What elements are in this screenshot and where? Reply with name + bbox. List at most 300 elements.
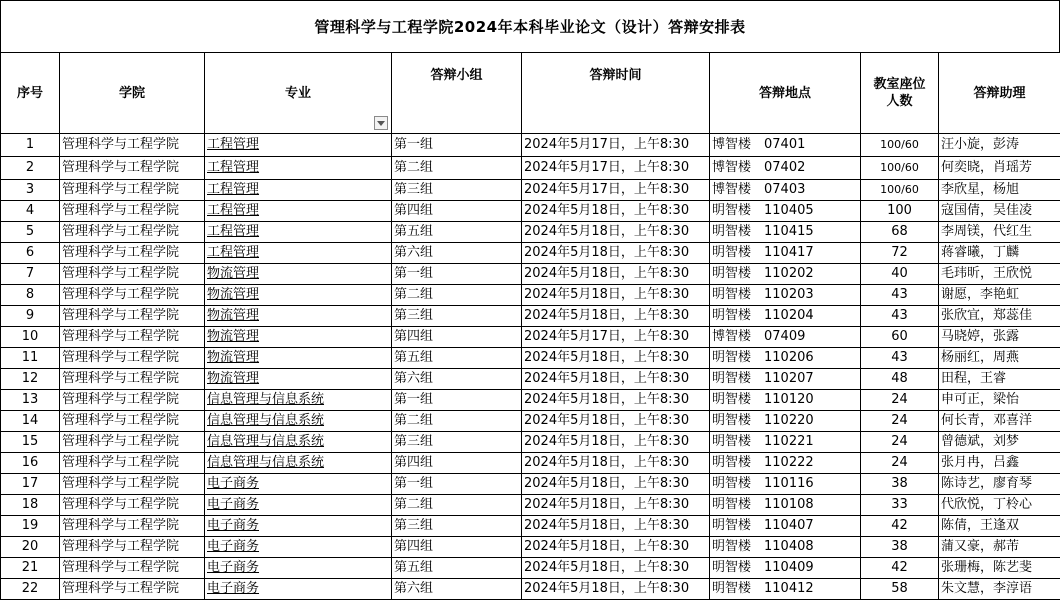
cell-major[interactable] <box>205 201 392 222</box>
cell-college[interactable] <box>60 453 205 474</box>
cell-seats[interactable] <box>861 516 939 537</box>
table-row <box>1 558 1060 579</box>
cell-seats-text: 100 <box>887 203 912 218</box>
cell-location-text: 明智楼 110203 <box>712 287 814 302</box>
cell-group-text: 第五组 <box>394 560 433 575</box>
cell-group-text: 第四组 <box>394 455 433 470</box>
cell-location[interactable] <box>710 134 861 157</box>
cell-group[interactable] <box>392 432 522 453</box>
cell-location[interactable] <box>710 327 861 348</box>
cell-index[interactable] <box>1 558 60 579</box>
cell-group[interactable] <box>392 201 522 222</box>
cell-group[interactable] <box>392 453 522 474</box>
cell-index[interactable] <box>1 180 60 201</box>
cell-index[interactable] <box>1 157 60 180</box>
cell-index[interactable] <box>1 243 60 264</box>
cell-index[interactable] <box>1 134 60 157</box>
cell-location[interactable] <box>710 537 861 558</box>
cell-time[interactable] <box>522 579 710 600</box>
cell-major[interactable] <box>205 180 392 201</box>
cell-location-text: 博智楼 07403 <box>712 182 805 197</box>
cell-time[interactable] <box>522 285 710 306</box>
cell-index-text: 12 <box>22 371 39 386</box>
cell-time[interactable] <box>522 306 710 327</box>
cell-time[interactable] <box>522 201 710 222</box>
cell-time[interactable] <box>522 348 710 369</box>
cell-assistants[interactable] <box>939 157 1060 180</box>
cell-time[interactable] <box>522 369 710 390</box>
cell-index[interactable] <box>1 369 60 390</box>
cell-major[interactable] <box>205 453 392 474</box>
cell-college-text: 管理科学与工程学院 <box>62 371 179 386</box>
cell-college-text: 管理科学与工程学院 <box>62 539 179 554</box>
cell-major-text: 信息管理与信息系统 <box>207 413 324 428</box>
cell-time-text: 2024年5月18日，上午8:30 <box>524 392 689 407</box>
cell-time-text: 2024年5月18日，上午8:30 <box>524 581 689 596</box>
cell-assistants[interactable] <box>939 201 1060 222</box>
cell-major[interactable] <box>205 579 392 600</box>
cell-assistants[interactable] <box>939 558 1060 579</box>
cell-assistants[interactable] <box>939 411 1060 432</box>
cell-index[interactable] <box>1 516 60 537</box>
cell-college-text: 管理科学与工程学院 <box>62 203 179 218</box>
cell-assistants[interactable] <box>939 306 1060 327</box>
cell-time[interactable] <box>522 157 710 180</box>
cell-major[interactable] <box>205 432 392 453</box>
cell-assistants-text: 张珊梅，陈艺斐 <box>941 560 1032 575</box>
cell-major[interactable] <box>205 327 392 348</box>
cell-index[interactable] <box>1 264 60 285</box>
cell-location-text: 明智楼 110204 <box>712 308 814 323</box>
table-row <box>1 243 1060 264</box>
cell-index[interactable] <box>1 411 60 432</box>
cell-group[interactable] <box>392 537 522 558</box>
cell-group[interactable] <box>392 579 522 600</box>
cell-time[interactable] <box>522 390 710 411</box>
cell-location-text: 明智楼 110206 <box>712 350 814 365</box>
cell-location-text: 明智楼 110202 <box>712 266 814 281</box>
cell-group[interactable] <box>392 306 522 327</box>
cell-assistants-text: 代欣悦，丁柃心 <box>941 497 1032 512</box>
table-row <box>1 327 1060 348</box>
cell-group[interactable] <box>392 285 522 306</box>
cell-major[interactable] <box>205 411 392 432</box>
cell-group-text: 第一组 <box>394 266 433 281</box>
cell-college[interactable] <box>60 579 205 600</box>
cell-location[interactable] <box>710 495 861 516</box>
cell-seats[interactable] <box>861 157 939 180</box>
cell-college[interactable] <box>60 411 205 432</box>
cell-seats[interactable] <box>861 222 939 243</box>
cell-college[interactable] <box>60 243 205 264</box>
cell-seats[interactable] <box>861 432 939 453</box>
cell-location-text: 明智楼 110409 <box>712 560 814 575</box>
cell-location[interactable] <box>710 516 861 537</box>
filter-dropdown-button[interactable] <box>374 116 388 130</box>
header-seats-line2: 人数 <box>886 94 912 109</box>
cell-group-text: 第一组 <box>394 476 433 491</box>
cell-group[interactable] <box>392 243 522 264</box>
cell-group[interactable] <box>392 348 522 369</box>
cell-seats[interactable] <box>861 390 939 411</box>
cell-assistants[interactable] <box>939 180 1060 201</box>
cell-location-text: 明智楼 110417 <box>712 245 814 260</box>
header-seats-line1: 教室座位 <box>873 77 925 92</box>
table-row <box>1 285 1060 306</box>
cell-time[interactable] <box>522 537 710 558</box>
cell-major-text: 工程管理 <box>207 137 259 152</box>
cell-location[interactable] <box>710 579 861 600</box>
cell-index[interactable] <box>1 306 60 327</box>
cell-group-text: 第四组 <box>394 329 433 344</box>
table-row <box>1 537 1060 558</box>
cell-college[interactable] <box>60 558 205 579</box>
cell-college[interactable] <box>60 327 205 348</box>
cell-time[interactable] <box>522 432 710 453</box>
cell-assistants[interactable] <box>939 495 1060 516</box>
header-assistants: 答辩助理 <box>939 53 1060 134</box>
cell-index[interactable] <box>1 222 60 243</box>
cell-index[interactable] <box>1 432 60 453</box>
cell-location[interactable] <box>710 369 861 390</box>
cell-seats-text: 24 <box>891 434 908 449</box>
cell-time[interactable] <box>522 474 710 495</box>
cell-college-text: 管理科学与工程学院 <box>62 308 179 323</box>
cell-college-text: 管理科学与工程学院 <box>62 224 179 239</box>
cell-assistants[interactable] <box>939 516 1060 537</box>
cell-index[interactable] <box>1 201 60 222</box>
cell-group[interactable] <box>392 390 522 411</box>
cell-time-text: 2024年5月18日，上午8:30 <box>524 266 689 281</box>
cell-location[interactable] <box>710 390 861 411</box>
cell-seats[interactable] <box>861 243 939 264</box>
cell-location[interactable] <box>710 201 861 222</box>
cell-seats[interactable] <box>861 495 939 516</box>
cell-group-text: 第五组 <box>394 350 433 365</box>
cell-major[interactable] <box>205 516 392 537</box>
cell-college[interactable] <box>60 264 205 285</box>
cell-location-text: 明智楼 110220 <box>712 413 814 428</box>
cell-college[interactable] <box>60 369 205 390</box>
cell-index-text: 17 <box>22 476 39 491</box>
cell-seats[interactable] <box>861 327 939 348</box>
cell-major-text: 信息管理与信息系统 <box>207 392 324 407</box>
cell-index[interactable] <box>1 474 60 495</box>
cell-major-text: 电子商务 <box>207 539 259 554</box>
cell-index[interactable] <box>1 579 60 600</box>
cell-assistants[interactable] <box>939 134 1060 157</box>
cell-group[interactable] <box>392 327 522 348</box>
cell-group[interactable] <box>392 134 522 157</box>
table-row <box>1 201 1060 222</box>
cell-assistants[interactable] <box>939 474 1060 495</box>
cell-time[interactable] <box>522 264 710 285</box>
cell-seats-text: 100/60 <box>880 183 919 196</box>
cell-location[interactable] <box>710 558 861 579</box>
cell-index-text: 5 <box>26 224 34 239</box>
cell-college-text: 管理科学与工程学院 <box>62 518 179 533</box>
cell-assistants[interactable] <box>939 537 1060 558</box>
cell-location[interactable] <box>710 306 861 327</box>
cell-college[interactable] <box>60 432 205 453</box>
cell-time-text: 2024年5月18日，上午8:30 <box>524 308 689 323</box>
cell-major[interactable] <box>205 474 392 495</box>
cell-time-text: 2024年5月18日，上午8:30 <box>524 560 689 575</box>
cell-college[interactable] <box>60 495 205 516</box>
cell-major-text: 工程管理 <box>207 203 259 218</box>
cell-assistants[interactable] <box>939 285 1060 306</box>
cell-index[interactable] <box>1 495 60 516</box>
table-row <box>1 390 1060 411</box>
cell-index-text: 11 <box>22 350 39 365</box>
cell-index[interactable] <box>1 348 60 369</box>
header-index: 序号 <box>1 53 60 134</box>
cell-assistants-text: 谢愿，李艳虹 <box>941 287 1019 302</box>
cell-seats-text: 100/60 <box>880 161 919 174</box>
cell-index-text: 14 <box>22 413 39 428</box>
cell-assistants-text: 寇国倩，吴佳凌 <box>941 203 1032 218</box>
cell-college[interactable] <box>60 201 205 222</box>
cell-location[interactable] <box>710 243 861 264</box>
cell-assistants[interactable] <box>939 348 1060 369</box>
cell-group[interactable] <box>392 222 522 243</box>
cell-major[interactable] <box>205 369 392 390</box>
table-row <box>1 306 1060 327</box>
cell-group-text: 第二组 <box>394 413 433 428</box>
cell-index[interactable] <box>1 390 60 411</box>
cell-group-text: 第三组 <box>394 308 433 323</box>
cell-major-text: 电子商务 <box>207 560 259 575</box>
cell-index[interactable] <box>1 537 60 558</box>
cell-assistants-text: 蒲又豪，郝芾 <box>941 539 1019 554</box>
cell-seats[interactable] <box>861 453 939 474</box>
cell-location[interactable] <box>710 474 861 495</box>
cell-group[interactable] <box>392 495 522 516</box>
cell-time[interactable] <box>522 327 710 348</box>
cell-location-text: 博智楼 07401 <box>712 137 805 152</box>
table-row <box>1 516 1060 537</box>
cell-assistants[interactable] <box>939 222 1060 243</box>
cell-assistants[interactable] <box>939 264 1060 285</box>
cell-seats-text: 43 <box>891 287 908 302</box>
cell-college[interactable] <box>60 180 205 201</box>
cell-seats[interactable] <box>861 579 939 600</box>
chevron-down-icon <box>377 121 385 126</box>
cell-time-text: 2024年5月18日，上午8:30 <box>524 224 689 239</box>
cell-group[interactable] <box>392 411 522 432</box>
cell-location-text: 明智楼 110415 <box>712 224 814 239</box>
cell-time-text: 2024年5月18日，上午8:30 <box>524 497 689 512</box>
cell-college[interactable] <box>60 537 205 558</box>
cell-major[interactable] <box>205 285 392 306</box>
cell-time-text: 2024年5月17日，上午8:30 <box>524 137 689 152</box>
cell-major[interactable] <box>205 222 392 243</box>
cell-major[interactable] <box>205 157 392 180</box>
cell-assistants-text: 张月冉，吕鑫 <box>941 455 1019 470</box>
cell-location[interactable] <box>710 157 861 180</box>
cell-seats-text: 43 <box>891 308 908 323</box>
cell-time-text: 2024年5月18日，上午8:30 <box>524 476 689 491</box>
cell-major[interactable] <box>205 558 392 579</box>
cell-college[interactable] <box>60 390 205 411</box>
cell-major[interactable] <box>205 348 392 369</box>
cell-major-text: 工程管理 <box>207 224 259 239</box>
cell-college-text: 管理科学与工程学院 <box>62 287 179 302</box>
table-row <box>1 453 1060 474</box>
cell-time[interactable] <box>522 411 710 432</box>
cell-assistants-text: 曾德斌，刘梦 <box>941 434 1019 449</box>
cell-time[interactable] <box>522 134 710 157</box>
cell-seats-text: 38 <box>891 539 908 554</box>
cell-seats-text: 58 <box>891 581 908 596</box>
header-major-label: 专业 <box>285 86 311 101</box>
cell-seats[interactable] <box>861 180 939 201</box>
cell-college-text: 管理科学与工程学院 <box>62 497 179 512</box>
cell-major-text: 物流管理 <box>207 371 259 386</box>
cell-index[interactable] <box>1 453 60 474</box>
cell-group-text: 第一组 <box>394 392 433 407</box>
table-row <box>1 222 1060 243</box>
cell-college[interactable] <box>60 285 205 306</box>
cell-college[interactable] <box>60 348 205 369</box>
cell-location[interactable] <box>710 285 861 306</box>
cell-seats[interactable] <box>861 285 939 306</box>
cell-assistants-text: 申可正，梁怡 <box>941 392 1019 407</box>
cell-time[interactable] <box>522 516 710 537</box>
cell-seats-text: 72 <box>891 245 908 260</box>
cell-location-text: 博智楼 07402 <box>712 160 805 175</box>
cell-location[interactable] <box>710 180 861 201</box>
table-row <box>1 348 1060 369</box>
cell-group[interactable] <box>392 264 522 285</box>
cell-group[interactable] <box>392 369 522 390</box>
cell-assistants-text: 田程，王睿 <box>941 371 1006 386</box>
cell-group-text: 第六组 <box>394 581 433 596</box>
cell-assistants[interactable] <box>939 390 1060 411</box>
cell-time[interactable] <box>522 558 710 579</box>
cell-major[interactable] <box>205 306 392 327</box>
header-time: 答辩时间 <box>522 53 710 134</box>
cell-time-text: 2024年5月18日，上午8:30 <box>524 455 689 470</box>
cell-seats[interactable] <box>861 306 939 327</box>
cell-seats[interactable] <box>861 411 939 432</box>
cell-college-text: 管理科学与工程学院 <box>62 455 179 470</box>
cell-college[interactable] <box>60 516 205 537</box>
cell-assistants[interactable] <box>939 327 1060 348</box>
cell-major[interactable] <box>205 134 392 157</box>
cell-location-text: 明智楼 110412 <box>712 581 814 596</box>
cell-seats[interactable] <box>861 264 939 285</box>
cell-location[interactable] <box>710 411 861 432</box>
cell-location[interactable] <box>710 432 861 453</box>
cell-index-text: 1 <box>26 137 34 152</box>
cell-seats-text: 42 <box>891 560 908 575</box>
cell-assistants-text: 陈诗艺，廖育琴 <box>941 476 1032 491</box>
cell-group[interactable] <box>392 474 522 495</box>
cell-time[interactable] <box>522 180 710 201</box>
cell-seats-text: 33 <box>891 497 908 512</box>
cell-index-text: 10 <box>22 329 39 344</box>
cell-college[interactable] <box>60 157 205 180</box>
cell-assistants-text: 朱文慧，李淳语 <box>941 581 1032 596</box>
cell-group[interactable] <box>392 516 522 537</box>
cell-index-text: 22 <box>22 581 39 596</box>
cell-seats[interactable] <box>861 201 939 222</box>
cell-seats-text: 24 <box>891 455 908 470</box>
cell-seats[interactable] <box>861 558 939 579</box>
cell-seats[interactable] <box>861 369 939 390</box>
cell-time[interactable] <box>522 453 710 474</box>
cell-major[interactable] <box>205 390 392 411</box>
cell-assistants-text: 陈倩，王逢双 <box>941 518 1019 533</box>
cell-location-text: 明智楼 110207 <box>712 371 814 386</box>
cell-location[interactable] <box>710 264 861 285</box>
cell-assistants-text: 马晓婷，张露 <box>941 329 1019 344</box>
cell-location[interactable] <box>710 348 861 369</box>
cell-index-text: 16 <box>22 455 39 470</box>
cell-group[interactable] <box>392 558 522 579</box>
cell-seats[interactable] <box>861 134 939 157</box>
cell-major-text: 物流管理 <box>207 329 259 344</box>
cell-major-text: 信息管理与信息系统 <box>207 455 324 470</box>
cell-group-text: 第六组 <box>394 371 433 386</box>
cell-assistants[interactable] <box>939 453 1060 474</box>
cell-time-text: 2024年5月18日，上午8:30 <box>524 350 689 365</box>
cell-time-text: 2024年5月18日，上午8:30 <box>524 434 689 449</box>
cell-assistants[interactable] <box>939 579 1060 600</box>
cell-seats[interactable] <box>861 537 939 558</box>
cell-time[interactable] <box>522 222 710 243</box>
cell-major[interactable] <box>205 243 392 264</box>
table-row <box>1 411 1060 432</box>
cell-location[interactable] <box>710 222 861 243</box>
cell-time[interactable] <box>522 495 710 516</box>
cell-index-text: 19 <box>22 518 39 533</box>
cell-group-text: 第三组 <box>394 182 433 197</box>
cell-major[interactable] <box>205 537 392 558</box>
cell-major-text: 电子商务 <box>207 518 259 533</box>
cell-seats[interactable] <box>861 348 939 369</box>
cell-major[interactable] <box>205 264 392 285</box>
cell-index[interactable] <box>1 285 60 306</box>
cell-time[interactable] <box>522 243 710 264</box>
table-row <box>1 495 1060 516</box>
cell-college[interactable] <box>60 222 205 243</box>
cell-seats-text: 60 <box>891 329 908 344</box>
cell-major[interactable] <box>205 495 392 516</box>
cell-group[interactable] <box>392 157 522 180</box>
cell-college[interactable] <box>60 134 205 157</box>
cell-major-text: 工程管理 <box>207 245 259 260</box>
cell-assistants[interactable] <box>939 432 1060 453</box>
cell-time-text: 2024年5月18日，上午8:30 <box>524 203 689 218</box>
cell-group-text: 第六组 <box>394 245 433 260</box>
cell-college[interactable] <box>60 474 205 495</box>
cell-location-text: 明智楼 110108 <box>712 497 814 512</box>
cell-major-text: 物流管理 <box>207 266 259 281</box>
cell-college[interactable] <box>60 306 205 327</box>
cell-index-text: 15 <box>22 434 39 449</box>
cell-seats[interactable] <box>861 474 939 495</box>
cell-location[interactable] <box>710 453 861 474</box>
cell-index[interactable] <box>1 327 60 348</box>
cell-seats-text: 24 <box>891 413 908 428</box>
cell-group[interactable] <box>392 180 522 201</box>
header-location: 答辩地点 <box>710 53 861 134</box>
cell-assistants[interactable] <box>939 369 1060 390</box>
cell-assistants[interactable] <box>939 243 1060 264</box>
table-row <box>1 369 1060 390</box>
